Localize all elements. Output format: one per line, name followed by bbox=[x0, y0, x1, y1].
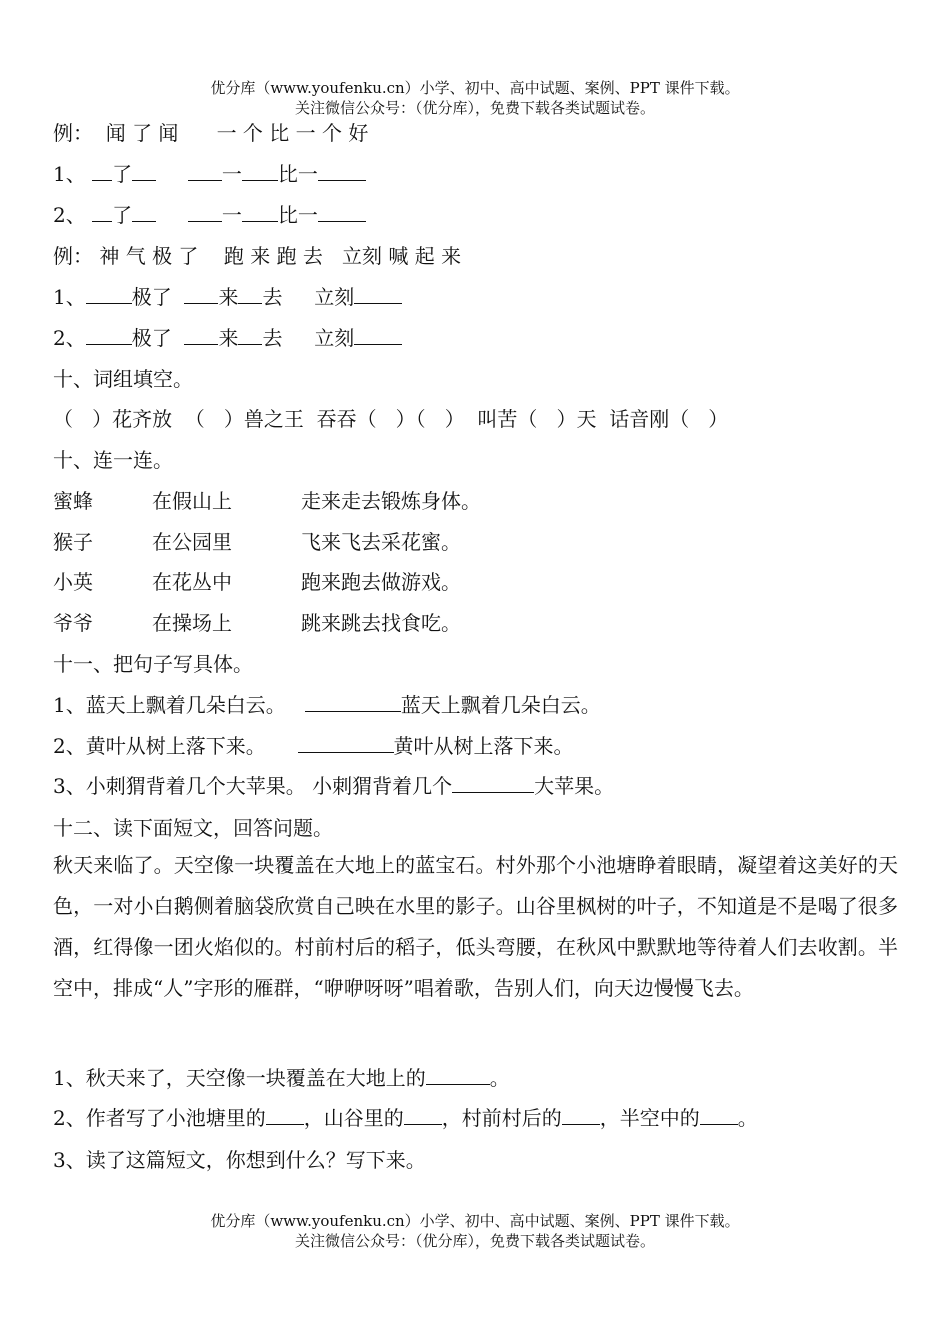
blank[interactable] bbox=[184, 284, 218, 304]
header-line-1: 优分库（www.youfenku.cn）小学、初中、高中试题、案例、PPT 课件下载。 bbox=[210, 79, 740, 97]
sentence-text: 3、小刺猬背着几个大苹果。 小刺猬背着几个 bbox=[53, 774, 453, 798]
question-text: ，半空中的 bbox=[599, 1106, 700, 1130]
header-line-2: 关注微信公众号：（优分库），免费下载各类试题试卷。 bbox=[294, 99, 655, 117]
match-subject[interactable]: 小英 bbox=[53, 570, 93, 594]
match-action[interactable]: 跳来跳去找食吃。 bbox=[301, 611, 461, 635]
blank[interactable] bbox=[238, 284, 262, 304]
word-part: 了 bbox=[112, 162, 133, 186]
word-part: 比一 bbox=[277, 162, 318, 186]
blank[interactable] bbox=[86, 284, 132, 304]
section-title-reading: 十二、读下面短文，回答问题。 bbox=[53, 816, 333, 840]
blank[interactable] bbox=[354, 325, 402, 345]
blank[interactable] bbox=[318, 161, 366, 181]
word-part: 来 bbox=[218, 326, 239, 350]
word-part: 了 bbox=[112, 203, 133, 227]
question-text: ，山谷里的 bbox=[303, 1106, 404, 1130]
word-part: 立刻 bbox=[314, 285, 355, 309]
page-footer bbox=[0, 1211, 950, 1251]
reading-question-3: 3、读了这篇短文，你想到什么？写下来。 bbox=[53, 1148, 426, 1172]
exercise-1-q2 bbox=[53, 202, 366, 228]
blank[interactable] bbox=[188, 202, 222, 222]
word-part: 极了 bbox=[131, 326, 172, 350]
question-text: 2、作者写了小池塘里的 bbox=[53, 1106, 266, 1130]
question-number: 2、 bbox=[53, 326, 86, 350]
match-subject[interactable]: 蜜蜂 bbox=[53, 489, 93, 513]
sentence-text: 2、黄叶从树上落下来。 bbox=[53, 734, 266, 758]
concrete-sentence-1 bbox=[53, 692, 601, 718]
reading-passage: 秋天来临了。天空像一块覆盖在大地上的蓝宝石。村外那个小池塘睁着眼睛，凝望着这美好的天色，一对小白鹅侧着脑袋欣赏自己映在水里的影子。山谷里枫树的叶子，不知道是不是喝了很多酒，红得像一团火焰似的。村前村后的稻子，低头弯腰，在秋风中默默地等待着人们去收割。半空中，排成“人”字形的雁群，“咿咿呀呀”唱着歌，告别人们，向天边慢慢飞去。 bbox=[53, 853, 898, 1000]
answer-blank[interactable] bbox=[404, 1105, 442, 1125]
example-1: 例： 闻 了 闻 一 个 比 一 个 好 bbox=[53, 121, 369, 145]
question-text: ，村前村后的 bbox=[441, 1106, 562, 1130]
blank[interactable] bbox=[132, 161, 156, 181]
word-part: 比一 bbox=[277, 203, 318, 227]
match-subject[interactable]: 猴子 bbox=[53, 530, 93, 554]
exercise-2-q2 bbox=[53, 325, 402, 351]
answer-blank[interactable] bbox=[700, 1105, 738, 1125]
blank[interactable] bbox=[318, 202, 366, 222]
fill-phrases-line: （ ）花齐放 （ ）兽之王 吞吞（ ）（ ） 叫苦（ ）天 话音刚（ ） bbox=[53, 407, 729, 431]
word-part: 来 bbox=[218, 285, 239, 309]
match-action[interactable]: 走来走去锻炼身体。 bbox=[301, 489, 481, 513]
sentence-text: 蓝天上飘着几朵白云。 bbox=[400, 693, 601, 717]
blank[interactable] bbox=[452, 773, 534, 793]
word-part: 去 bbox=[262, 285, 283, 309]
word-part: 一 bbox=[221, 162, 242, 186]
question-number: 1、 bbox=[53, 162, 86, 186]
answer-blank[interactable] bbox=[266, 1105, 304, 1125]
sentence-text: 1、蓝天上飘着几朵白云。 bbox=[53, 693, 286, 717]
sentence-text: 大苹果。 bbox=[534, 774, 615, 798]
blank[interactable] bbox=[92, 202, 112, 222]
match-place[interactable]: 在花丛中 bbox=[152, 570, 232, 594]
blank[interactable] bbox=[242, 161, 278, 181]
word-part: 极了 bbox=[131, 285, 172, 309]
exercise-2-q1 bbox=[53, 284, 402, 310]
match-place[interactable]: 在操场上 bbox=[152, 611, 232, 635]
footer-line-1: 优分库（www.youfenku.cn）小学、初中、高中试题、案例、PPT 课件下载。 bbox=[210, 1212, 740, 1230]
question-text: 1、秋天来了，天空像一块覆盖在大地上的 bbox=[53, 1066, 426, 1090]
page-header bbox=[0, 78, 950, 118]
sentence-text: 黄叶从树上落下来。 bbox=[393, 734, 574, 758]
section-title-concrete: 十一、把句子写具体。 bbox=[53, 652, 253, 676]
blank[interactable] bbox=[132, 202, 156, 222]
blank[interactable] bbox=[188, 161, 222, 181]
match-place[interactable]: 在假山上 bbox=[152, 489, 232, 513]
answer-blank[interactable] bbox=[426, 1065, 490, 1085]
blank[interactable] bbox=[238, 325, 262, 345]
match-subject[interactable]: 爷爷 bbox=[53, 611, 93, 635]
footer-line-2: 关注微信公众号：（优分库），免费下载各类试题试卷。 bbox=[294, 1232, 655, 1250]
concrete-sentence-2 bbox=[53, 733, 574, 759]
blank[interactable] bbox=[354, 284, 402, 304]
blank[interactable] bbox=[298, 733, 394, 753]
section-title-fill: 十、词组填空。 bbox=[53, 367, 193, 391]
question-number: 2、 bbox=[53, 203, 86, 227]
blank[interactable] bbox=[242, 202, 278, 222]
question-number: 1、 bbox=[53, 285, 86, 309]
exercise-1-q1 bbox=[53, 161, 366, 187]
blank[interactable] bbox=[184, 325, 218, 345]
word-part: 一 bbox=[221, 203, 242, 227]
answer-blank[interactable] bbox=[562, 1105, 600, 1125]
reading-question-1 bbox=[53, 1065, 510, 1091]
word-part: 去 bbox=[262, 326, 283, 350]
match-action[interactable]: 飞来飞去采花蜜。 bbox=[301, 530, 461, 554]
question-text: 。 bbox=[489, 1066, 510, 1090]
match-place[interactable]: 在公园里 bbox=[152, 530, 232, 554]
match-action[interactable]: 跑来跑去做游戏。 bbox=[301, 570, 461, 594]
reading-question-2 bbox=[53, 1105, 758, 1131]
blank[interactable] bbox=[305, 692, 401, 712]
example-2: 例： 神 气 极 了 跑 来 跑 去 立刻 喊 起 来 bbox=[53, 244, 462, 268]
word-part: 立刻 bbox=[314, 326, 355, 350]
blank[interactable] bbox=[86, 325, 132, 345]
blank[interactable] bbox=[92, 161, 112, 181]
question-text: 。 bbox=[737, 1106, 758, 1130]
section-title-match: 十、连一连。 bbox=[53, 448, 173, 472]
concrete-sentence-3 bbox=[53, 773, 614, 799]
